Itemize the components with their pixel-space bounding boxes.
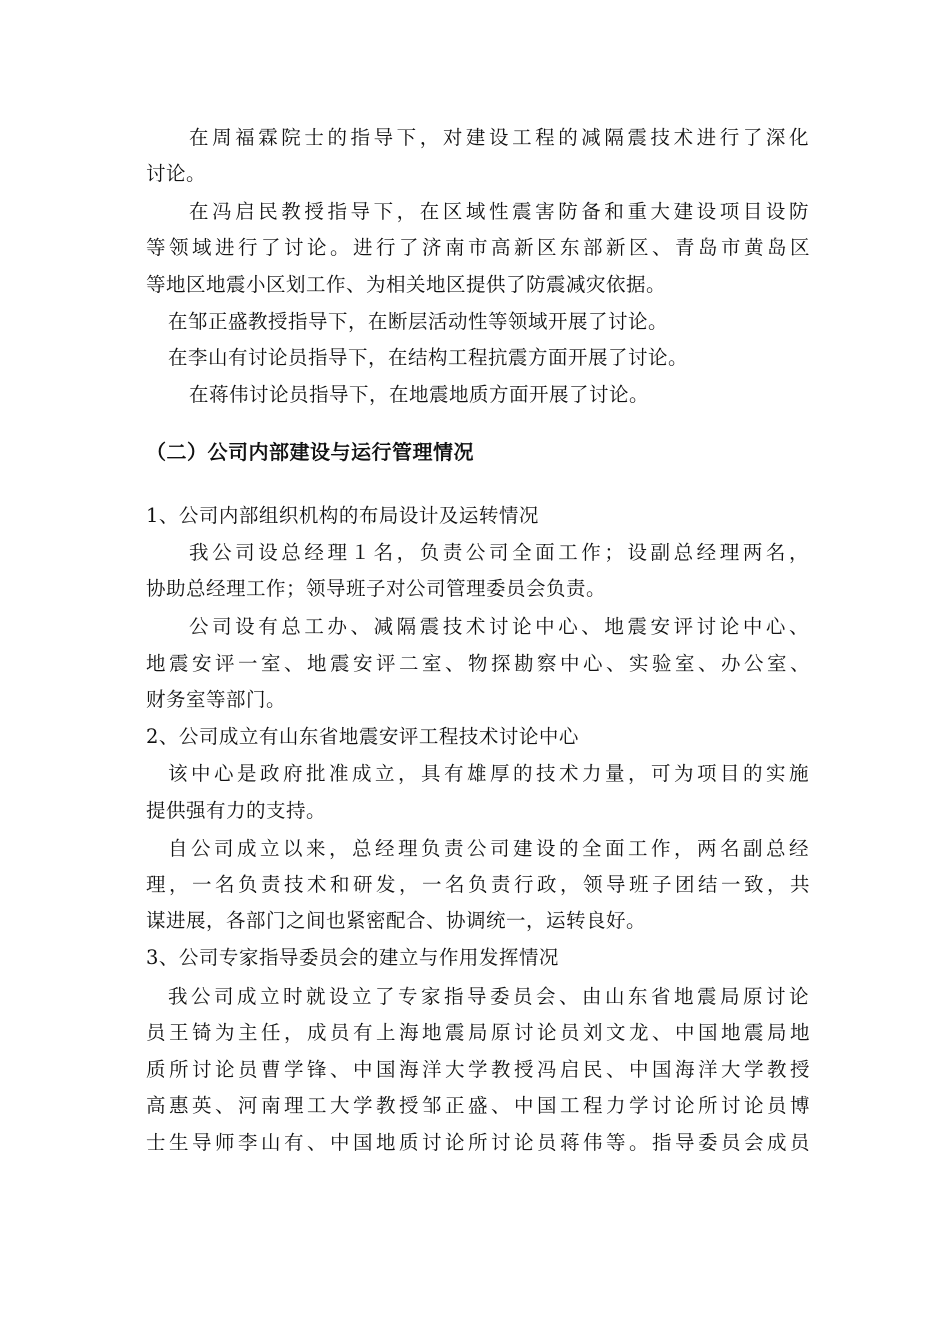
paragraph-line: 等领域进行了讨论。进行了济南市高新区东部新区、青岛市黄岛区 xyxy=(146,236,810,259)
paragraph-line: 谋进展，各部门之间也紧密配合、协调统一，运转良好。 xyxy=(146,909,647,932)
paragraph-line: 自公司成立以来，总经理负责公司建设的全面工作，两名副总经 xyxy=(168,837,809,860)
paragraph-line: 我公司设总经理１名，负责公司全面工作；设副总经理两名， xyxy=(189,541,809,564)
paragraph-line: 财务室等部门。 xyxy=(146,688,287,711)
paragraph-line: 地震安评一室、地震安评二室、物探勘察中心、实验室、办公室、 xyxy=(146,652,810,675)
paragraph-line: 在冯启民教授指导下，在区域性震害防备和重大建设项目设防 xyxy=(189,200,809,223)
paragraph-line: 提供强有力的支持。 xyxy=(146,799,327,822)
subsection-heading: 2、公司成立有山东省地震安评工程技术讨论中心 xyxy=(146,725,579,748)
paragraph-line: 士生导师李山有、中国地质讨论所讨论员蒋伟等。指导委员会成员 xyxy=(146,1131,810,1154)
paragraph-line: 等地区地震小区划工作、为相关地区提供了防震减灾依据。 xyxy=(146,273,667,296)
section-heading: （二）公司内部建设与运行管理情况 xyxy=(146,440,474,464)
paragraph-line: 我公司成立时就设立了专家指导委员会、由山东省地震局原讨论 xyxy=(168,985,809,1008)
paragraph-line: 该中心是政府批准成立，具有雄厚的技术力量，可为项目的实施 xyxy=(168,762,809,785)
paragraph-line: 在李山有讨论员指导下，在结构工程抗震方面开展了讨论。 xyxy=(168,346,689,369)
paragraph-line: 理，一名负责技术和研发，一名负责行政，领导班子团结一致，共 xyxy=(146,873,810,896)
paragraph-line: 高惠英、河南理工大学教授邹正盛、中国工程力学讨论所讨论员博 xyxy=(146,1094,810,1117)
paragraph-line: 协助总经理工作；领导班子对公司管理委员会负责。 xyxy=(146,577,607,600)
paragraph-line: 讨论。 xyxy=(146,162,207,185)
paragraph-line: 在邹正盛教授指导下，在断层活动性等领域开展了讨论。 xyxy=(168,310,669,333)
paragraph-line: 员王锜为主任，成员有上海地震局原讨论员刘文龙、中国地震局地 xyxy=(146,1021,810,1044)
paragraph-line: 在周福霖院士的指导下，对建设工程的减隔震技术进行了深化 xyxy=(189,126,809,149)
paragraph-line: 质所讨论员曹学锋、中国海洋大学教授冯启民、中国海洋大学教授 xyxy=(146,1058,810,1081)
subsection-heading: 3、公司专家指导委员会的建立与作用发挥情况 xyxy=(146,946,559,969)
paragraph-line: 在蒋伟讨论员指导下，在地震地质方面开展了讨论。 xyxy=(189,383,650,406)
paragraph-line: 公司设有总工办、减隔震技术讨论中心、地震安评讨论中心、 xyxy=(189,615,809,638)
subsection-heading: 1、公司内部组织机构的布局设计及运转情况 xyxy=(146,504,539,527)
